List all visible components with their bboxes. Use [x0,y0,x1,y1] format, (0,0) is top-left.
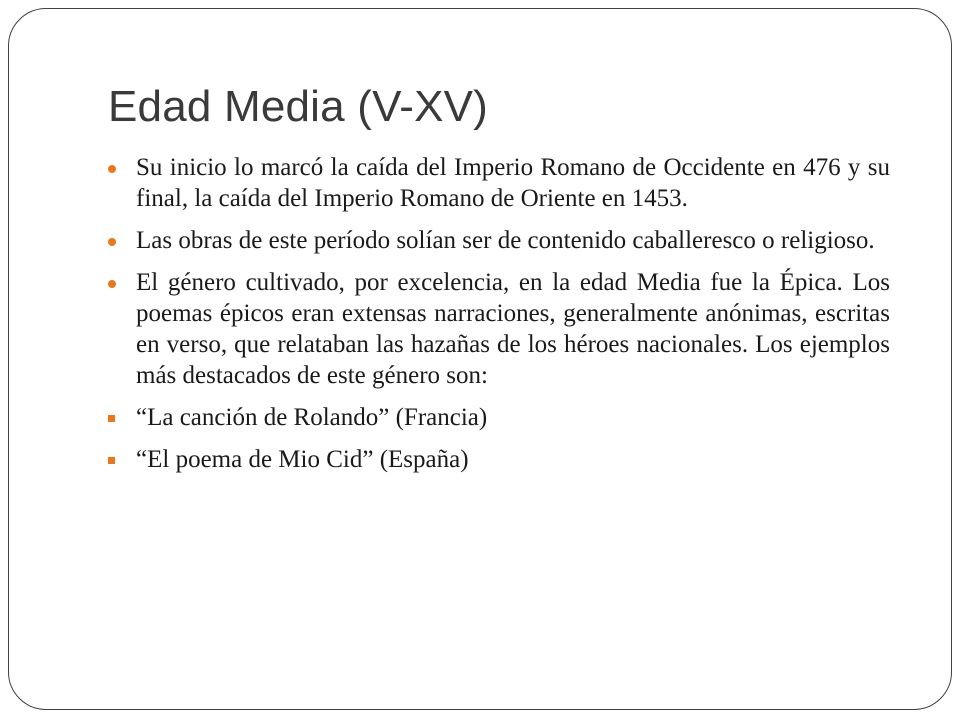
bullet-text: El género cultivado, por excelencia, en la edad Media fue la Épica. Los poemas épicos eran extensas narraciones, generalmente anónimas, escritas en verso, que relataban las hazañas de los héroes nacionales. Los ejemplos más destacados de este género son: [136,269,890,389]
slide-content [108,152,890,486]
bullet-text: Las obras de este período solían ser de contenido caballeresco o religioso. [136,227,875,254]
bullet-text: “La canción de Rolando” (Francia) [136,404,488,431]
bullet-item [108,444,890,475]
bullet-item [108,267,890,391]
bullet-item [108,225,890,256]
square-bullet-icon [108,457,115,464]
circle-bullet-icon [108,165,116,173]
bullet-text: Su inicio lo marcó la caída del Imperio Romano de Occidente en 476 y su final, la caída del Imperio Romano de Oriente en 1453. [136,154,890,212]
bullet-item [108,152,890,214]
circle-bullet-icon [108,280,116,288]
circle-bullet-icon [108,238,116,246]
bullet-item [108,402,890,433]
bullet-text: “El poema de Mio Cid” (España) [136,446,469,473]
square-bullet-icon [108,415,115,422]
slide-title: Edad Media (V-XV) [108,82,489,131]
